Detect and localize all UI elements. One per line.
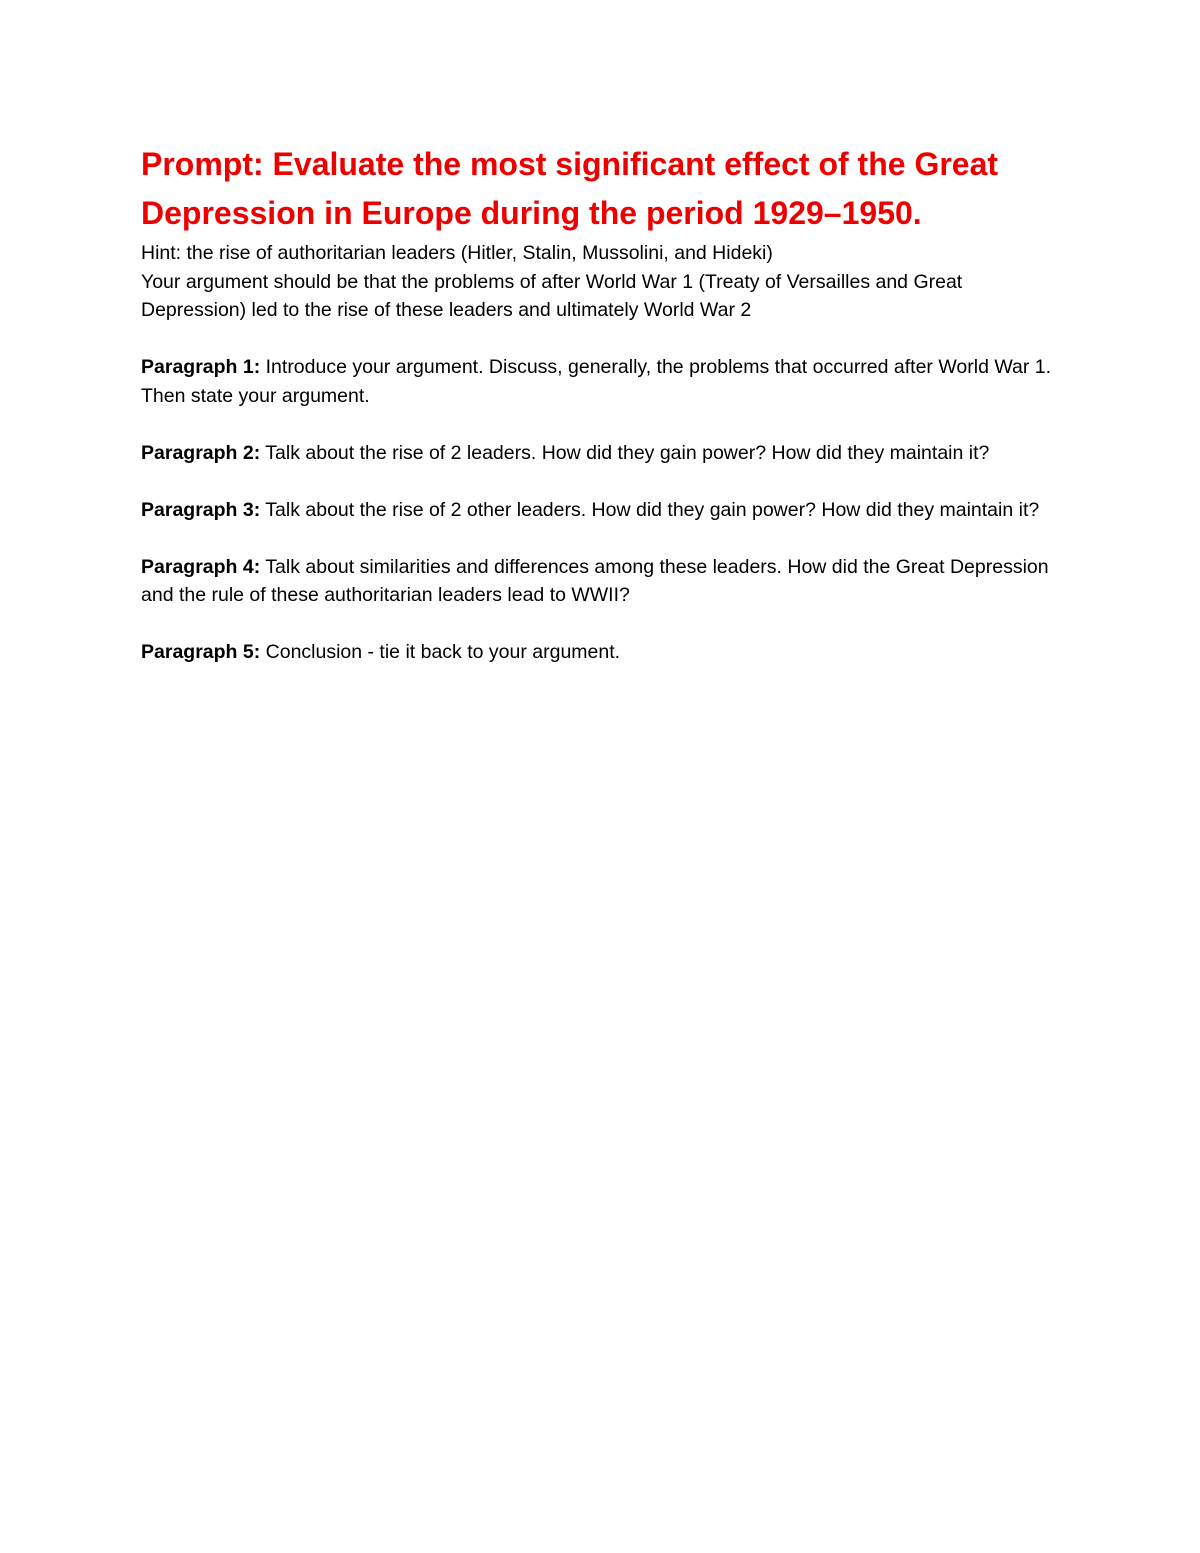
paragraph-4-label: Paragraph 4: bbox=[141, 555, 261, 578]
paragraph-2-text: Talk about the rise of 2 leaders. How did they gain power? How did they maintain it? bbox=[260, 441, 990, 464]
document-page bbox=[141, 140, 1061, 667]
paragraph-3-instruction bbox=[141, 496, 1061, 525]
prompt-heading: Prompt: Evaluate the most significant effect of the Great Depression in Europe during the period 1929–1950. bbox=[141, 146, 999, 231]
paragraph-2-instruction bbox=[141, 439, 1061, 468]
paragraph-1-text: Introduce your argument. Discuss, generally, the problems that occurred after World War 1. Then state your argument. bbox=[141, 356, 1052, 407]
paragraph-5-instruction bbox=[141, 638, 1061, 667]
paragraph-2-label: Paragraph 2: bbox=[141, 441, 261, 464]
paragraph-5-text: Conclusion - tie it back to your argument. bbox=[260, 641, 621, 663]
paragraph-1-label: Paragraph 1: bbox=[141, 356, 261, 378]
paragraph-5-label: Paragraph 5: bbox=[141, 641, 261, 663]
paragraph-4-text: Talk about similarities and differences among these leaders. How did the Great Depression and the rule of these authoritarian leaders lead to WWII? bbox=[141, 555, 1049, 606]
paragraph-4-instruction bbox=[141, 553, 1061, 610]
hint-line-2: Your argument should be that the problems of after World War 1 (Treaty of Versailles and Great Depression) led to the rise of these leaders and ultimately World War 2 bbox=[141, 270, 963, 321]
paragraph-3-text: Talk about the rise of 2 other leaders. How did they gain power? How did they maintain it? bbox=[260, 498, 1040, 521]
hint-line-1: Hint: the rise of authoritarian leaders (Hitler, Stalin, Mussolini, and Hideki) bbox=[141, 242, 773, 264]
paragraph-1-instruction bbox=[141, 353, 1061, 410]
hint-text bbox=[141, 239, 1061, 325]
paragraph-3-label: Paragraph 3: bbox=[141, 498, 261, 521]
